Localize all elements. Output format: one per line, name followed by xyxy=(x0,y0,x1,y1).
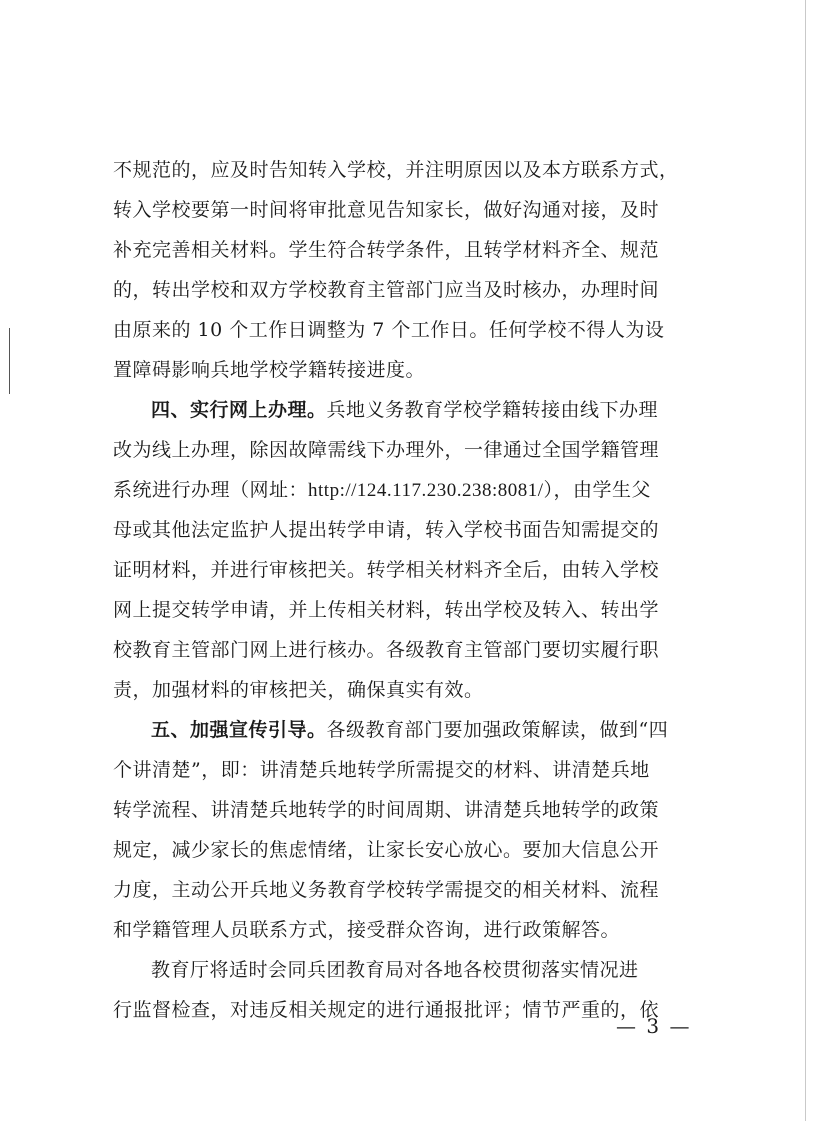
paragraph-line: 母或其他法定监护人提出转学申请，转入学校书面告知需提交的 xyxy=(113,519,660,541)
url-prefix-text: 系统进行办理（网址： xyxy=(113,479,309,501)
student-registry-url: http://124.117.230.238:8081/ xyxy=(308,480,544,501)
section-five-first-line xyxy=(113,710,713,750)
paragraph-line: 校教育主管部门网上进行核办。各级教育主管部门要切实履行职 xyxy=(113,639,660,661)
page-number: — 3 — xyxy=(616,1014,692,1038)
paragraph-line: 责，加强材料的审核把关，确保真实有效。 xyxy=(113,679,484,701)
section-four-heading: 四、实行网上办理。 xyxy=(151,399,327,421)
paragraph-line: 规定，减少家长的焦虑情绪，让家长安心放心。要加大信息公开 xyxy=(113,839,660,861)
paragraph-line: 行监督检查，对违反相关规定的进行通报批评；情节严重的，依 xyxy=(113,999,660,1021)
paragraph-line: 和学籍管理人员联系方式，接受群众咨询，进行政策解答。 xyxy=(113,919,621,941)
scan-margin-mark xyxy=(9,328,10,394)
paragraph-line: 不规范的，应及时告知转入学校，并注明原因以及本方联系方式， xyxy=(113,159,679,181)
paragraph-line: 个讲清楚”，即：讲清楚兵地转学所需提交的材料、讲清楚兵地 xyxy=(113,759,650,781)
paragraph-line-with-url xyxy=(113,470,713,510)
section-four-first-line xyxy=(113,390,713,430)
section-five-heading: 五、加强宣传引导。 xyxy=(151,719,327,741)
url-suffix-text: ），由学生父 xyxy=(543,479,652,501)
paragraph-line: 转学流程、讲清楚兵地转学的时间周期、讲清楚兵地转学的政策 xyxy=(113,799,660,821)
body-text xyxy=(113,150,713,1030)
paragraph-line: 补充完善相关材料。学生符合转学条件，且转学材料齐全、规范 xyxy=(113,239,660,261)
paragraph-line: 由原来的 10 个工作日调整为 7 个工作日。任何学校不得人为设 xyxy=(113,319,665,341)
section-four-text: 兵地义务教育学校学籍转接由线下办理 xyxy=(326,399,659,421)
paragraph-line: 力度，主动公开兵地义务教育学校转学需提交的相关材料、流程 xyxy=(113,879,660,901)
paragraph-line: 证明材料，并进行审核把关。转学相关材料齐全后，由转入学校 xyxy=(113,559,660,581)
paragraph-line: 网上提交转学申请，并上传相关材料，转出学校及转入、转出学 xyxy=(113,599,660,621)
closing-paragraph-line: 教育厅将适时会同兵团教育局对各地各校贯彻落实情况进 xyxy=(151,959,639,981)
page-edge-line xyxy=(805,0,806,1121)
section-five-text: 各级教育部门要加强政策解读，做到“四 xyxy=(326,719,669,741)
paragraph-line: 改为线上办理，除因故障需线下办理外，一律通过全国学籍管理 xyxy=(113,439,660,461)
paragraph-line: 置障碍影响兵地学校学籍转接进度。 xyxy=(113,359,426,381)
paragraph-line: 的，转出学校和双方学校教育主管部门应当及时核办，办理时间 xyxy=(113,279,660,301)
paragraph-line: 转入学校要第一时间将审批意见告知家长，做好沟通对接，及时 xyxy=(113,199,660,221)
